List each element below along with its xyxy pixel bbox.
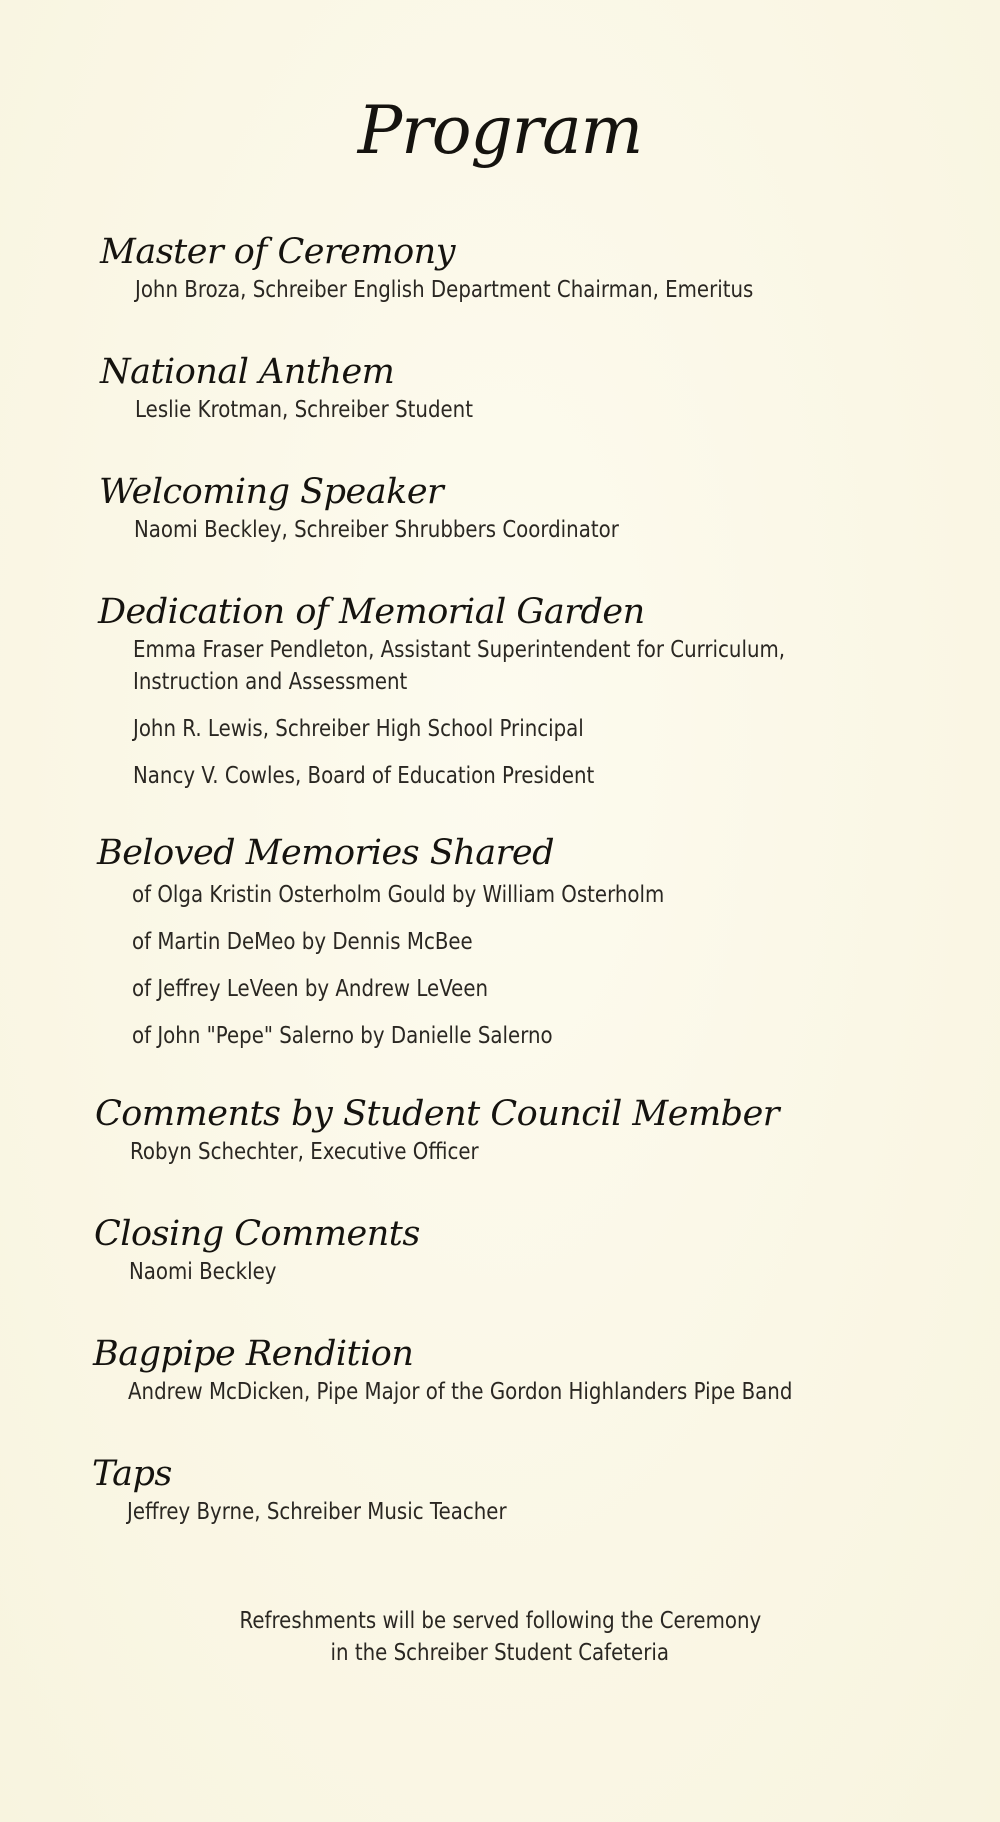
section-heading: Bagpipe Rendition [93,1334,414,1374]
section-line: Leslie Krotman, Schreiber Student [135,397,473,423]
section-heading: National Anthem [100,352,395,392]
section-master-of-ceremony [100,230,920,306]
section-national-anthem [100,350,920,426]
section-line: of Olga Kristin Osterholm Gould by William Osterholm [132,882,665,908]
section-taps [92,1452,912,1528]
section-line: Jeffrey Byrne, Schreiber Music Teacher [127,1499,507,1525]
page-title: Program [357,92,643,169]
section-line: of Jeffrey LeVeen by Andrew LeVeen [132,976,489,1002]
section-line: Naomi Beckley [129,1259,277,1285]
section-heading: Taps [92,1454,172,1494]
section-line: John R. Lewis, Schreiber High School Principal [133,716,584,742]
section-line: Emma Fraser Pendleton, Assistant Superintendent for Curriculum, [133,637,786,663]
section-heading: Beloved Memories Shared [97,833,554,873]
section-heading: Comments by Student Council Member [95,1094,780,1134]
footer-line: in the Schreiber Student Cafeteria [330,1640,670,1666]
section-heading: Master of Ceremony [100,232,455,272]
section-line: of Martin DeMeo by Dennis McBee [132,929,473,955]
footer-line: Refreshments will be served following the Ceremony [239,1608,761,1634]
section-line: John Broza, Schreiber English Department Chairman, Emeritus [135,277,754,303]
section-beloved-memories [97,831,917,1052]
section-dedication [98,590,918,792]
section-line: Robyn Schechter, Executive Officer [130,1139,479,1165]
section-line: Naomi Beckley, Schreiber Shrubbers Coordinator [134,517,619,543]
section-bagpipe-rendition [93,1332,913,1408]
section-closing-comments [94,1212,914,1288]
section-welcoming-speaker [99,470,919,546]
section-student-council [95,1092,915,1168]
section-line: Andrew McDicken, Pipe Major of the Gordon Highlanders Pipe Band [128,1379,793,1405]
section-line: Nancy V. Cowles, Board of Education President [133,763,595,789]
section-heading: Welcoming Speaker [99,472,444,512]
section-line: Instruction and Assessment [133,669,408,695]
section-line: of John "Pepe" Salerno by Danielle Salerno [132,1023,553,1049]
section-heading: Closing Comments [94,1214,420,1254]
section-heading: Dedication of Memorial Garden [98,592,645,632]
refreshments-note [0,1605,1000,1669]
